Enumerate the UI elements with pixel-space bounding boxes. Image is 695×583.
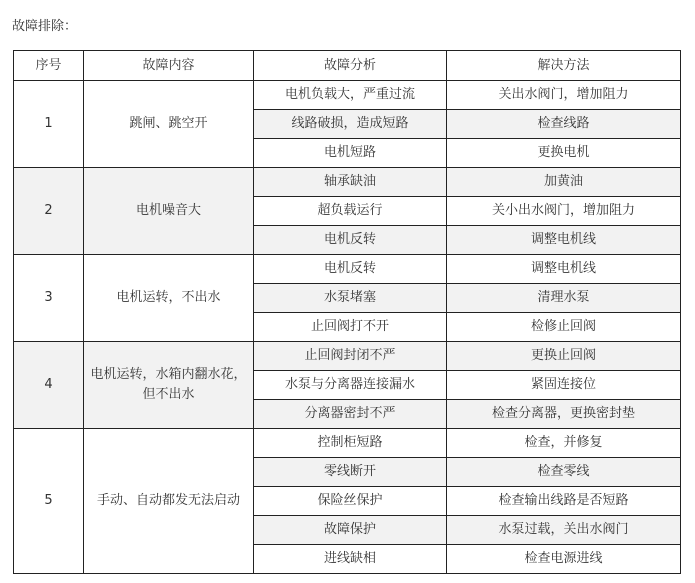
- header-content: 故障内容: [84, 51, 254, 81]
- group-number: 5: [14, 429, 84, 574]
- fault-content: 电机噪音大: [84, 168, 254, 255]
- fault-analysis: 超负载运行: [254, 197, 447, 226]
- fault-analysis: 零线断开: [254, 458, 447, 487]
- fault-analysis: 轴承缺油: [254, 168, 447, 197]
- fault-solution: 调整电机线: [447, 255, 681, 284]
- fault-analysis: 进线缺相: [254, 545, 447, 574]
- group-number: 3: [14, 255, 84, 342]
- fault-analysis: 电机反转: [254, 226, 447, 255]
- table-row: [14, 429, 681, 458]
- fault-content: 手动、自动都发无法启动: [84, 429, 254, 574]
- header-analysis: 故障分析: [254, 51, 447, 81]
- fault-solution: 检修止回阀: [447, 313, 681, 342]
- fault-content: 电机运转，不出水: [84, 255, 254, 342]
- fault-solution: 检查电源进线: [447, 545, 681, 574]
- fault-solution: 检查零线: [447, 458, 681, 487]
- section-heading: 故障排除：: [12, 19, 78, 34]
- fault-analysis: 电机反转: [254, 255, 447, 284]
- table-header-row: [14, 51, 681, 81]
- fault-analysis: 止回阀封闭不严: [254, 342, 447, 371]
- fault-analysis: 故障保护: [254, 516, 447, 545]
- fault-table: [13, 50, 681, 574]
- fault-solution: 关出水阀门，增加阻力: [447, 81, 681, 110]
- fault-analysis: 控制柜短路: [254, 429, 447, 458]
- table-row: [14, 255, 681, 284]
- fault-solution: 加黄油: [447, 168, 681, 197]
- fault-solution: 检查线路: [447, 110, 681, 139]
- fault-solution: 更换电机: [447, 139, 681, 168]
- fault-solution: 调整电机线: [447, 226, 681, 255]
- fault-analysis: 止回阀打不开: [254, 313, 447, 342]
- fault-solution: 关小出水阀门，增加阻力: [447, 197, 681, 226]
- fault-analysis: 分离器密封不严: [254, 400, 447, 429]
- table-row: [14, 342, 681, 371]
- fault-solution: 检查分离器，更换密封垫: [447, 400, 681, 429]
- fault-analysis: 水泵堵塞: [254, 284, 447, 313]
- header-no: 序号: [14, 51, 84, 81]
- fault-solution: 清理水泵: [447, 284, 681, 313]
- group-number: 2: [14, 168, 84, 255]
- fault-solution: 水泵过载，关出水阀门: [447, 516, 681, 545]
- header-solution: 解决方法: [447, 51, 681, 81]
- fault-analysis: 线路破损，造成短路: [254, 110, 447, 139]
- fault-solution: 检查输出线路是否短路: [447, 487, 681, 516]
- fault-analysis: 电机负载大，严重过流: [254, 81, 447, 110]
- group-number: 1: [14, 81, 84, 168]
- table-row: [14, 81, 681, 110]
- fault-analysis: 水泵与分离器连接漏水: [254, 371, 447, 400]
- group-number: 4: [14, 342, 84, 429]
- fault-content: 电机运转，水箱内翻水花，但不出水: [84, 342, 254, 429]
- fault-solution: 紧固连接位: [447, 371, 681, 400]
- fault-content: 跳闸、跳空开: [84, 81, 254, 168]
- fault-solution: 检查，并修复: [447, 429, 681, 458]
- fault-solution: 更换止回阀: [447, 342, 681, 371]
- fault-analysis: 保险丝保护: [254, 487, 447, 516]
- table-row: [14, 168, 681, 197]
- fault-analysis: 电机短路: [254, 139, 447, 168]
